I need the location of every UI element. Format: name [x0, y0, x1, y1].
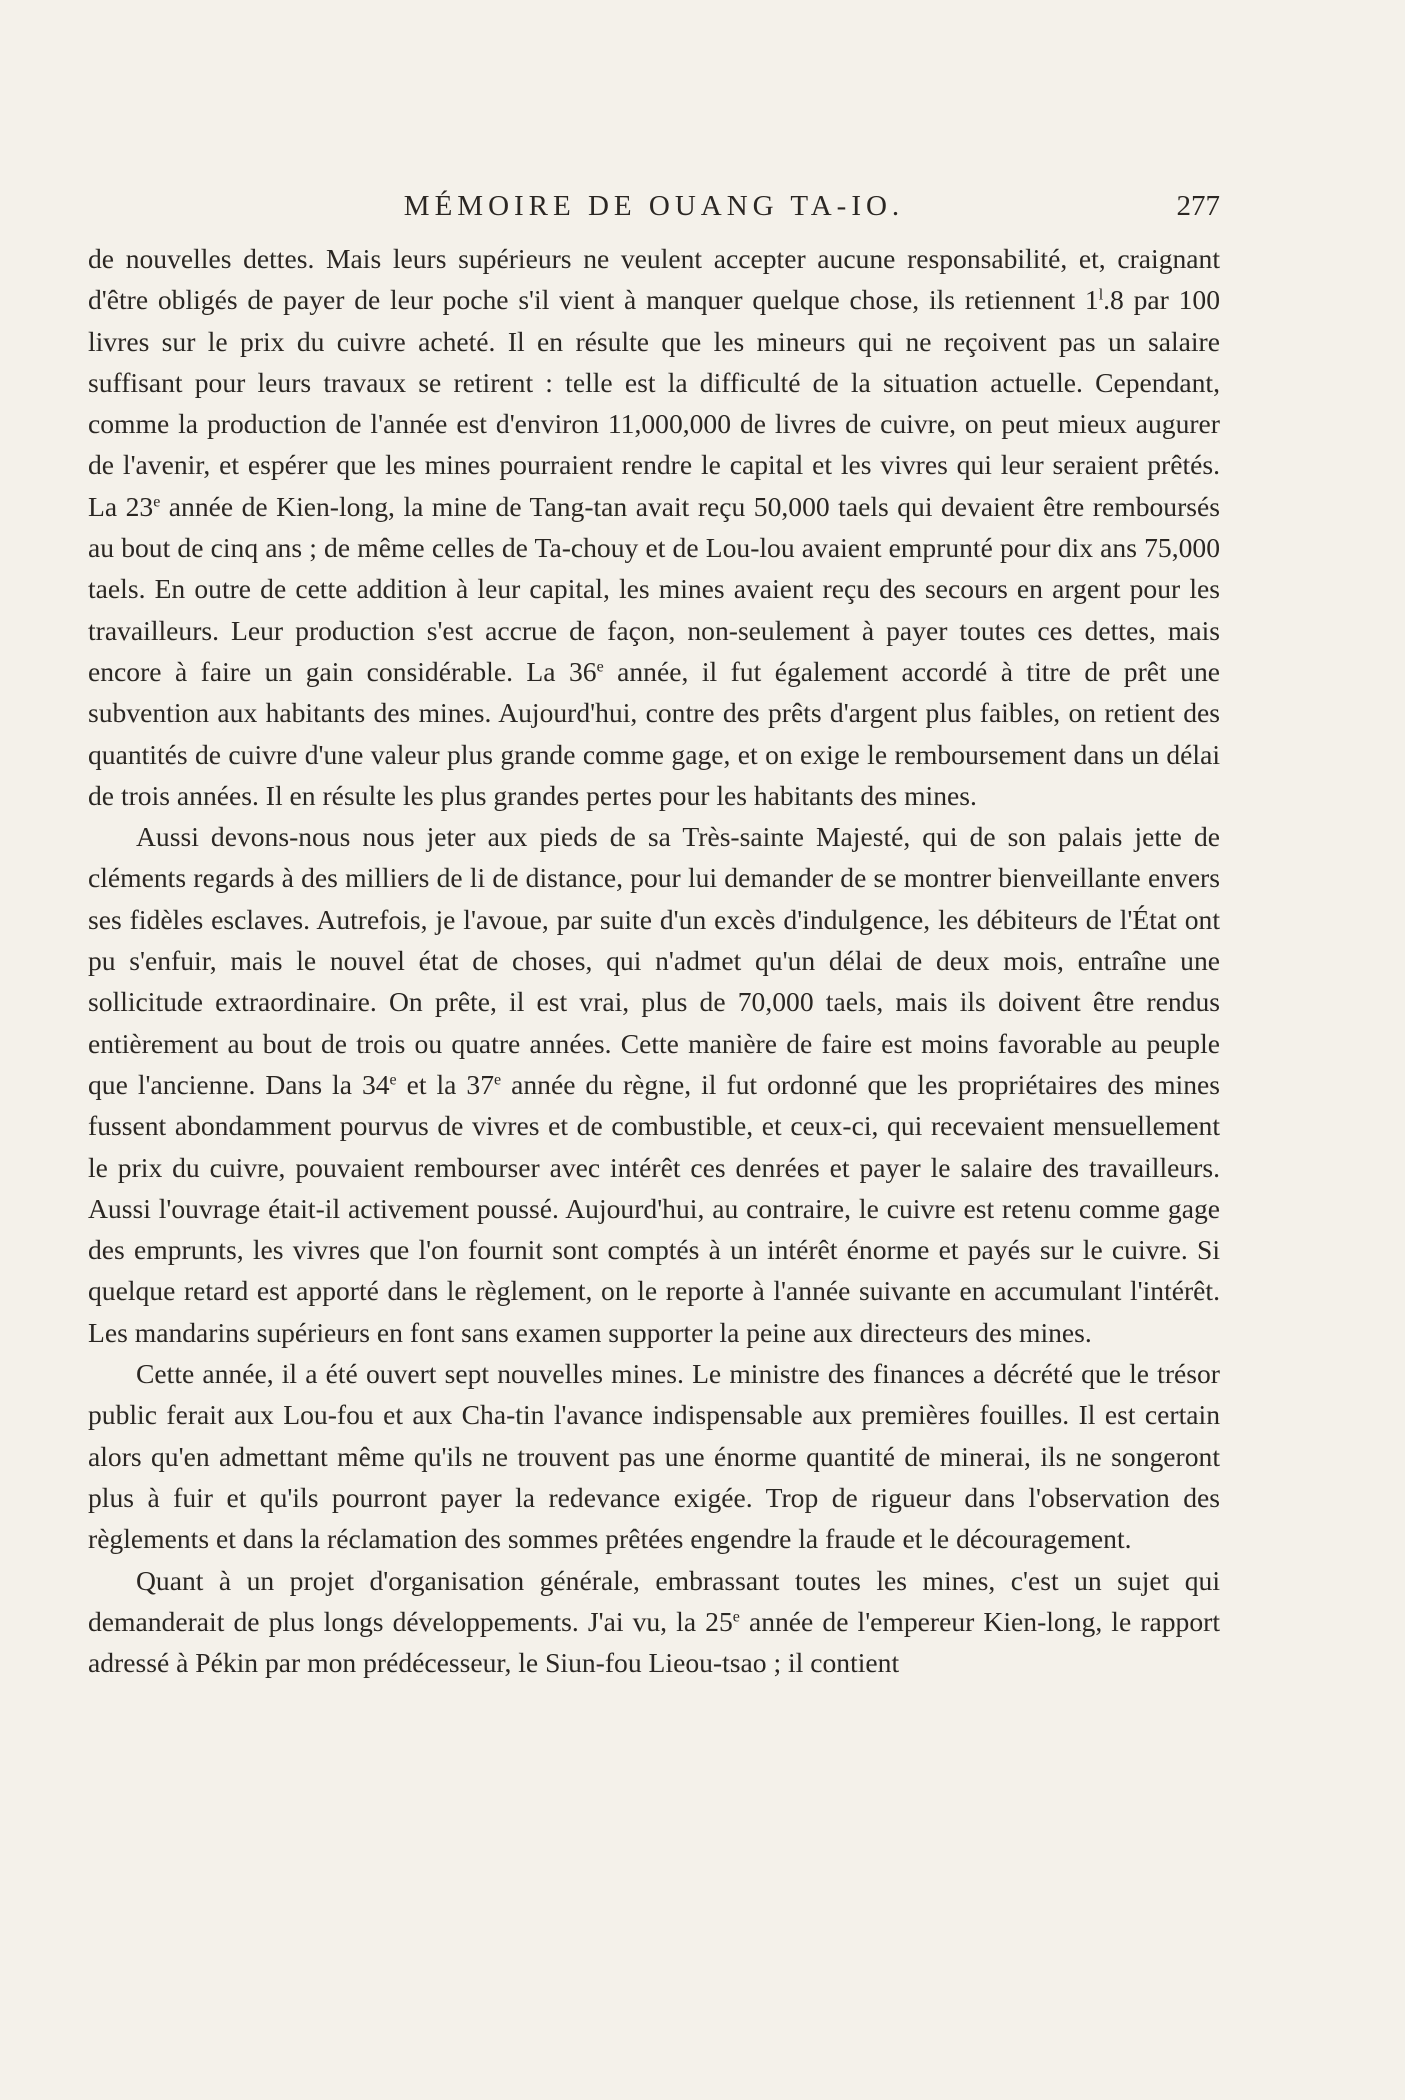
superscript-e: e [153, 493, 161, 511]
paragraph-2-part-1: Aussi devons-nous nous jeter aux pieds de sa Très-sainte Majesté, qui de son palais jette de cléments regards à des milliers de li de distance, pour lui demander de se montrer bienveillante envers ses fidèles esclaves. Autrefois, je l'avoue, par suite d'un excès d'indulgence, les débiteurs de l'État ont pu s'enfuir, mais le nouvel état de choses, qui n'admet qu'un délai de deux mois, entraîne une sollicitude extraordinaire. On prête, il est vrai, plus de 70,000 taels, mais ils doivent être rendus entièrement au bout de trois ou quatre années. Cette manière de faire est moins favorable au peuple que l'ancienne. Dans la 34 [88, 821, 1220, 1100]
superscript-e: e [596, 658, 604, 676]
body-text [88, 238, 1220, 1683]
superscript-e: e [732, 1608, 740, 1626]
superscript-l: l [1098, 286, 1104, 304]
paragraph-1-part-2: .8 par 100 livres sur le prix du cuivre acheté. Il en résulte que les mineurs qui ne reçoivent pas un salaire suffisant pour leurs travaux se retirent : telle est la difficulté de la situation actuelle. Cependant, comme la production de l'année est d'environ 11,000,000 de livres de cuivre, on peut mieux augurer de l'avenir, et espérer que les mines pourraient rendre le capital et les vivres qui leur seraient prêtés. La 23 [88, 284, 1220, 522]
paragraph-2-part-2: et la 37 [396, 1068, 495, 1100]
paragraph-3: Cette année, il a été ouvert sept nouvelles mines. Le ministre des finances a décrété que le trésor public ferait aux Lou-fou et aux Cha-tin l'avance indispensable aux premières fouilles. Il est certain alors qu'en admettant même qu'ils ne trouvent pas une énorme quantité de minerai, ils ne songeront plus à fuir et qu'ils pourront payer la redevance exigée. Trop de rigueur dans l'observation des règlements et dans la réclamation des sommes prêtées engendre la fraude et le découragement. [88, 1358, 1220, 1555]
superscript-e: e [494, 1071, 502, 1089]
paragraph-4-part-2: année de l'empereur Kien-long, le rapport adressé à Pékin par mon prédécesseur, le Siun-fou Lieou-tsao ; il contient [88, 1605, 1220, 1679]
superscript-e: e [389, 1071, 397, 1089]
paragraph-2 [88, 816, 1220, 1353]
running-title: MÉMOIRE DE OUANG TA-IO. [403, 190, 905, 222]
paragraph-1-part-1: de nouvelles dettes. Mais leurs supérieurs ne veulent accepter aucune responsabilité, et, craignant d'être obligés de payer de leur poche s'il vient à manquer quelque chose, ils retiennent 1 [88, 243, 1220, 316]
paragraph-4-part-1: Quant à un projet d'organisation générale, embrassant toutes les mines, c'est un sujet qui demanderait de plus longs développements. J'ai vu, la 25 [88, 1564, 1220, 1637]
paragraph-1-part-4: année, il fut également accordé à titre de prêt une subvention aux habitants des mines. Aujourd'hui, contre des prêts d'argent plus faibles, on retient des quantités de cuivre d'une valeur plus grande comme gage, et on exige le remboursement dans un délai de trois années. Il en résulte les plus grandes pertes pour les habitants des mines. [88, 655, 1220, 811]
paragraph-1 [88, 238, 1220, 816]
paragraph-1-part-3: année de Kien-long, la mine de Tang-tan avait reçu 50,000 taels qui devaient être remboursés au bout de cinq ans ; de même celles de Ta-chouy et de Lou-lou avaient emprunté pour dix ans 75,000 taels. En outre de cette addition à leur capital, les mines avaient reçu des secours en argent pour les travailleurs. Leur production s'est accrue de façon, non-seulement à payer toutes ces dettes, mais encore à faire un gain considérable. La 36 [88, 490, 1220, 687]
paragraph-4 [88, 1560, 1220, 1684]
running-head [88, 190, 1220, 230]
page-number: 277 [1176, 190, 1220, 222]
paragraph-2-part-3: année du règne, il fut ordonné que les propriétaires des mines fussent abondamment pourvus de vivres et de combustible, et ceux-ci, qui recevaient mensuellement le prix du cuivre, pouvaient rembourser avec intérêt ces denrées et payer le salaire des travailleurs. Aussi l'ouvrage était-il activement poussé. Aujourd'hui, au contraire, le cuivre est retenu comme gage des emprunts, les vivres que l'on fournit sont comptés à un intérêt énorme et payés sur le cuivre. Si quelque retard est apporté dans le règlement, on le reporte à l'année suivante en accumulant l'intérêt. Les mandarins supérieurs en font sans examen supporter la peine aux directeurs des mines. [88, 1068, 1220, 1348]
